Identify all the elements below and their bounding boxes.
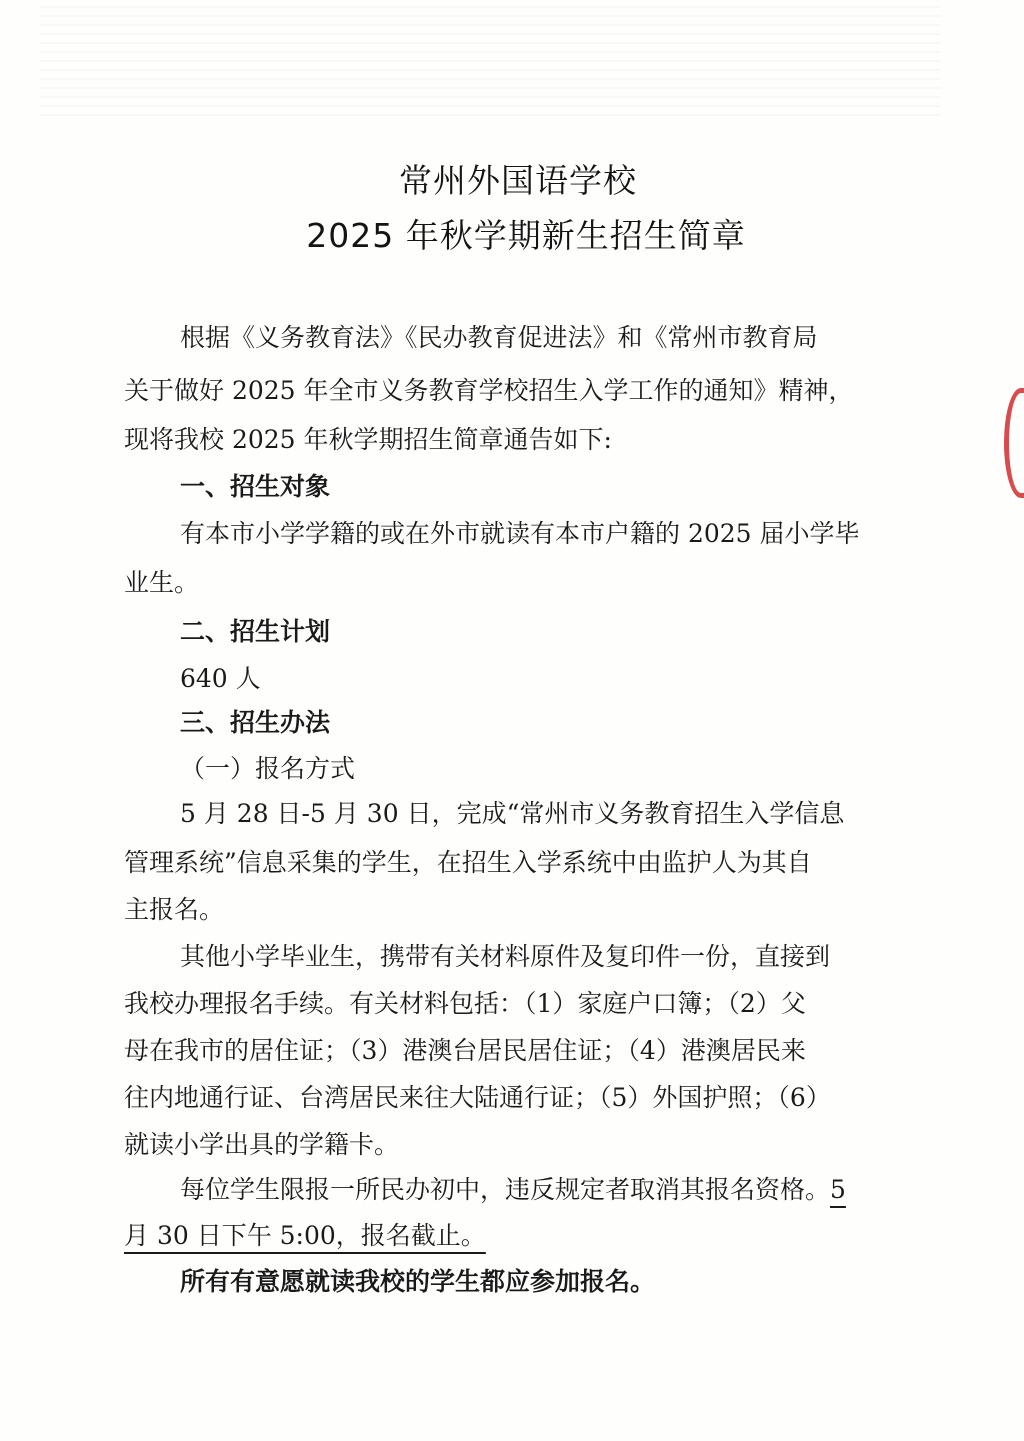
- paragraph-2-line-5: 就读小学出具的学籍卡。: [124, 1130, 400, 1159]
- intro-line-3: 现将我校 2025 年秋学期招生简章通告如下:: [124, 425, 612, 454]
- deadline-month-digit: 5: [830, 1175, 846, 1204]
- paragraph-2-line-2: 我校办理报名手续。有关材料包括：（1）家庭户口簿；（2）父: [124, 989, 806, 1018]
- document-title-brochure: 2025 年秋学期新生招生简章: [306, 216, 746, 255]
- section-3-heading: 三、招生办法: [180, 708, 331, 737]
- subsection-registration-method: （一）报名方式: [180, 754, 356, 783]
- paragraph-4-notice: 所有有意愿就读我校的学生都应参加报名。: [180, 1267, 656, 1296]
- section-1-line-2: 业生。: [124, 568, 200, 597]
- paragraph-2-line-3: 母在我市的居住证；（3）港澳台居民居住证；（4）港澳居民来: [124, 1036, 806, 1065]
- paragraph-1-line-1: 5 月 28 日-5 月 30 日，完成“常州市义务教育招生入学信息: [180, 799, 845, 828]
- section-1-line-1: 有本市小学学籍的或在外市就读有本市户籍的 2025 届小学毕: [180, 519, 860, 548]
- paragraph-2-line-1: 其他小学毕业生，携带有关材料原件及复印件一份，直接到: [180, 942, 831, 971]
- paragraph-2-line-4: 往内地通行证、台湾居民来往大陆通行证；（5）外国护照；（6）: [124, 1083, 831, 1112]
- paragraph-1-line-2: 管理系统”信息采集的学生，在招生入学系统中由监护人为其自: [124, 848, 812, 877]
- show-through-texture: [40, 6, 940, 116]
- paragraph-3-line-1: [180, 1170, 846, 1206]
- paragraph-1-line-3: 主报名。: [124, 895, 225, 924]
- document-title-school: 常州外国语学校: [399, 161, 637, 200]
- registration-deadline: 月 30 日下午 5:00，报名截止。: [124, 1221, 486, 1250]
- intro-line-2: 关于做好 2025 年全市义务教育学校招生入学工作的通知》精神，: [124, 376, 854, 405]
- section-1-heading: 一、招生对象: [180, 472, 331, 501]
- red-seal-fragment: [1004, 388, 1024, 498]
- section-2-heading: 二、招生计划: [180, 617, 331, 646]
- paragraph-3-text: 每位学生限报一所民办初中，违反规定者取消其报名资格。: [180, 1175, 831, 1204]
- intro-line-1: 根据《义务教育法》《民办教育促进法》和《常州市教育局: [180, 323, 818, 352]
- enrollment-quota: 640 人: [180, 664, 261, 693]
